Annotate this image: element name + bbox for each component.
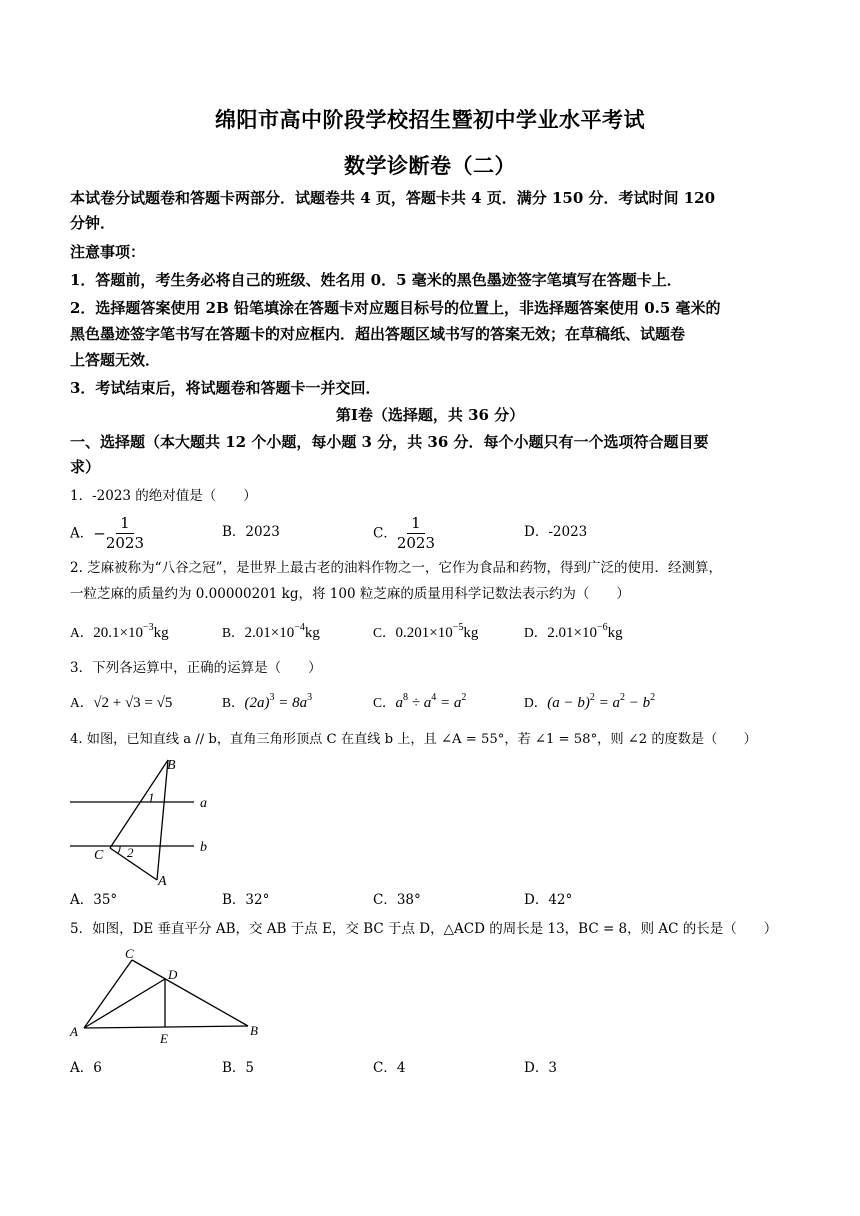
question-5-option-b: B．5 bbox=[222, 1060, 255, 1076]
label-B: B bbox=[250, 1023, 258, 1038]
question-5-option-d: D．3 bbox=[524, 1060, 557, 1076]
question-5-option-c: C．4 bbox=[373, 1060, 406, 1076]
segment-CA bbox=[110, 848, 157, 880]
question-4-figure bbox=[64, 752, 234, 890]
question-1-option-d: D．-2023 bbox=[524, 524, 588, 540]
segment-CB bbox=[110, 760, 168, 848]
segment-AC bbox=[84, 960, 132, 1028]
exam-subtitle: 数学诊断卷（二） bbox=[344, 153, 516, 178]
label-E: E bbox=[160, 1031, 168, 1046]
label-C: C bbox=[94, 848, 104, 863]
question-1-option-a: A．− $\frac{1}{2023}$ bbox=[70, 514, 145, 552]
question-2-option-c: C．$0.201\times 10^{-5}kg$ bbox=[373, 622, 479, 641]
question-1-stem: 1．-2023 的绝对值是（ ） bbox=[70, 488, 257, 504]
question-3-option-c: C．$a^8 \div a^4 = a^2$ bbox=[373, 692, 467, 711]
note-2-line-2: 黑色墨迹签字笔书写在答题卡的对应框内．超出答题区域书写的答案无效；在草稿纸、试题卷 bbox=[70, 325, 686, 343]
label-B: B bbox=[167, 758, 176, 773]
question-2-stem-line-2: 一粒芝麻的质量约为 0.00000201 kg，将 100 粒芝麻的质量用科学记数法表示约为（ ） bbox=[70, 586, 630, 602]
note-2-line-3: 上答题无效． bbox=[70, 351, 161, 369]
note-3: 3．考试结束后，将试题卷和答题卡一并交回． bbox=[70, 379, 381, 397]
label-C: C bbox=[125, 946, 134, 961]
question-3-option-d: D．$(a - b)^2 = a^2 - b^2$ bbox=[524, 692, 656, 711]
label-a: a bbox=[200, 796, 207, 811]
question-2-option-d: D．$2.01\times 10^{-6}kg$ bbox=[524, 622, 623, 641]
question-5-stem: 5．如图，DE 垂直平分 AB，交 AB 于点 E，交 BC 于点 D，△ACD 的周长是 13，BC = 8，则 AC 的长是（ ） bbox=[70, 921, 778, 937]
label-D: D bbox=[168, 967, 178, 982]
question-2-option-a: A．$20.1\times 10^{-3}kg$ bbox=[70, 622, 169, 641]
question-4-option-d: D．42° bbox=[524, 892, 573, 908]
label-A: A bbox=[158, 874, 167, 889]
question-4-option-b: B．32° bbox=[222, 892, 270, 908]
question-4-option-c: C．38° bbox=[373, 892, 421, 908]
note-1: 1．答题前，考生务必将自己的班级、姓名用 0．5 毫米的黑色墨迹签字笔填写在答题卡上． bbox=[70, 271, 682, 289]
question-5-option-a: A．6 bbox=[70, 1060, 102, 1076]
segment-CB bbox=[132, 960, 248, 1026]
question-3-option-a: A．√2 + √3 = √5 bbox=[70, 695, 173, 711]
question-3-option-b: B．$(2a)^3 = 8a^3$ bbox=[222, 692, 313, 711]
angle-2-arc bbox=[118, 846, 120, 853]
segment-AD bbox=[84, 979, 165, 1028]
question-3-stem: 3．下列各运算中，正确的运算是（ ） bbox=[70, 660, 322, 676]
exam-title: 绵阳市高中阶段学校招生暨初中学业水平考试 bbox=[215, 107, 645, 132]
segment-AB bbox=[84, 1026, 248, 1028]
question-2-option-b: B．$2.01\times 10^{-4}kg$ bbox=[222, 622, 320, 641]
question-2-stem-line-1: 2. 芝麻被称为“八谷之冠”，是世界上最古老的油料作物之一，它作为食品和药物，得到广泛的使用．经测算， bbox=[70, 560, 722, 576]
part-1-heading: 第Ⅰ卷（选择题，共 36 分） bbox=[335, 406, 525, 424]
question-1-option-c: C． $\frac{1}{2023}$ bbox=[373, 514, 436, 552]
question-4-stem: 4. 如图，已知直线 a // b，直角三角形顶点 C 在直线 b 上，且 ∠A = 55°，若 ∠1 = 58°，则 ∠2 的度数是（ ） bbox=[70, 732, 757, 747]
notes-heading: 注意事项： bbox=[70, 243, 146, 261]
section-1-line-1: 一、选择题（本大题共 12 个小题，每小题 3 分，共 36 分．每个小题只有一个选项符合题目要 bbox=[70, 433, 709, 451]
label-A: A bbox=[70, 1024, 78, 1039]
section-1-line-2: 求） bbox=[70, 458, 101, 476]
intro-line-2: 分钟． bbox=[70, 214, 116, 232]
segment-BA bbox=[157, 760, 168, 880]
intro-line-1: 本试卷分试题卷和答题卡两部分．试题卷共 4 页，答题卡共 4 页．满分 150 分．考试时间 120 bbox=[70, 189, 716, 207]
label-2: 2 bbox=[127, 845, 134, 860]
question-1-option-b: B．2023 bbox=[222, 524, 280, 540]
label-1: 1 bbox=[148, 790, 155, 805]
label-b: b bbox=[200, 840, 207, 855]
note-2-line-1: 2．选择题答案使用 2B 铅笔填涂在答题卡对应题目标号的位置上，非选择题答案使用 0.5 毫米的 bbox=[70, 299, 721, 317]
question-5-figure bbox=[64, 946, 274, 1048]
question-4-option-a: A．35° bbox=[70, 892, 118, 908]
